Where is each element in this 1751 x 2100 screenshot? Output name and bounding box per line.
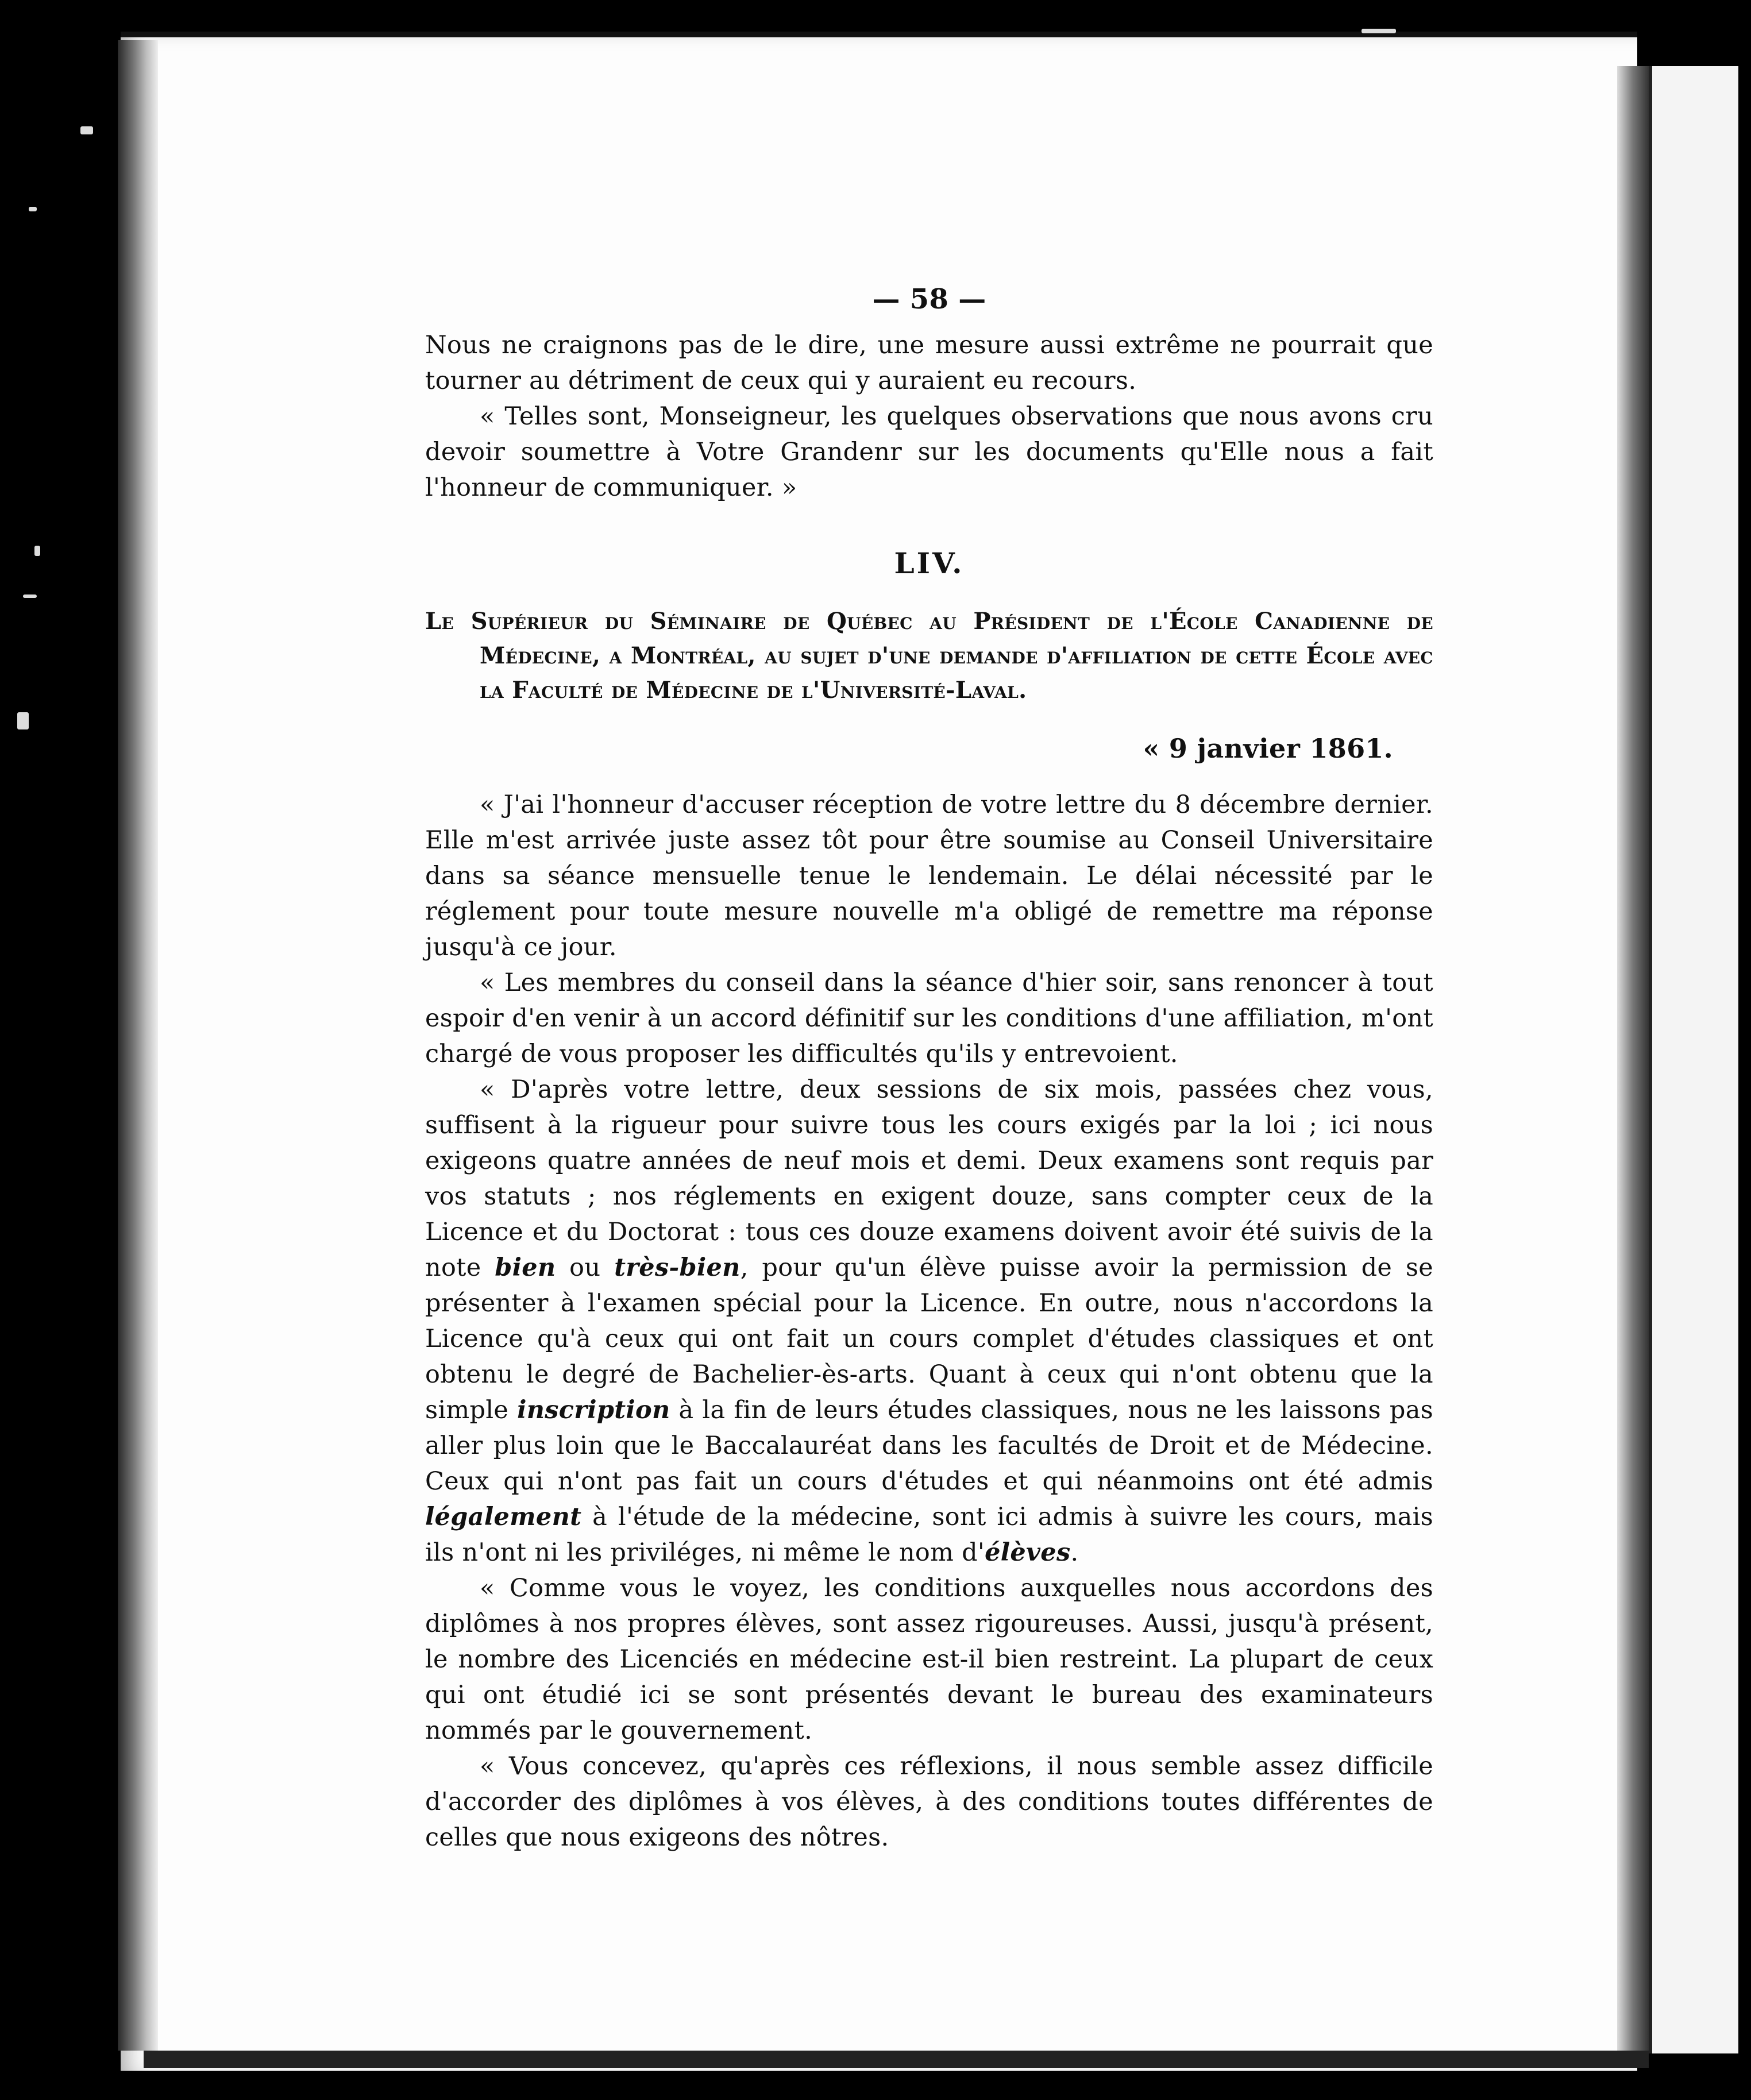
text-run: « D'après votre lettre, deux sessions de six mois, passées chez vous, suffisent à la rigueur pour suivre tous les cours exigés par la loi ; ici nous exigeons quatre années de neuf mois et demi. Deux examens sont requis par vos statuts ; nos réglements en exigent douze, sans compter ceux de la Licence et du Doctorat : tous ces douze examens doivent avoir été suivis de la note <box>425 1075 1433 1282</box>
italic-term: inscription <box>517 1396 670 1425</box>
scan-speck <box>29 207 37 211</box>
italic-term: très-bien <box>614 1253 740 1282</box>
italic-term: légalement <box>425 1503 582 1531</box>
italic-term: élèves <box>985 1538 1071 1567</box>
text-run: , pour qu'un élève puisse avoir la permission de se présenter à l'examen spécial pour la Licence. En outre, nous n'accordons la Licence qu'à ceux qui ont fait un cours complet d'études classiques et ont obtenu le degré de Bachelier-ès-arts. Quant à ceux qui n'ont obtenu que la simple <box>425 1253 1434 1425</box>
scan-speck <box>1362 29 1396 33</box>
text-run: à la fin de leurs études classiques, nous ne les laissons pas aller plus loin que le Baccalauréat dans les facultés de Droit et de Médecine. Ceux qui n'ont pas fait un cours d'études et qui néanmoins ont été admis <box>425 1396 1433 1496</box>
scan-speck <box>17 712 29 729</box>
intro-paragraph-2: « Telles sont, Monseigneur, les quelques observations que nous avons cru devoir soumettre à Votre Grandenr sur les documents qu'Elle nous a fait l'honneur de communiquer. » <box>425 402 1433 502</box>
bottom-shadow <box>144 2051 1649 2068</box>
page-gutter-shadow <box>118 40 158 2051</box>
letter-date: « 9 janvier 1861. <box>1143 733 1393 764</box>
text-run: à l'étude de la médecine, sont ici admis à suivre les cours, mais ils n'ont ni les priviléges, ni même le nom d' <box>425 1503 1433 1567</box>
text-run: . <box>1070 1538 1079 1567</box>
section-heading: Le Supérieur du Séminaire de Québec au Président de l'École Canadienne de Médecine, a Montréal, au sujet d'une demande d'affiliation de cette École avec la Faculté de Médecine de l'Université-Laval. <box>425 608 1433 704</box>
letter-paragraph-4: « Comme vous le voyez, les conditions auxquelles nous accordons des diplômes à nos propres élèves, sont assez rigoureuses. Aussi, jusqu'à présent, le nombre des Licenciés en médecine est-il bien restreint. La plupart de ceux qui ont étudié ici se sont présentés devant le bureau des examinateurs nommés par le gouvernement. <box>425 1574 1433 1745</box>
letter-paragraph-1: « J'ai l'honneur d'accuser réception de votre lettre du 8 décembre dernier. Elle m'est arrivée juste assez tôt pour être soumise au Conseil Universitaire dans sa séance mensuelle tenue le lendemain. Le délai nécessité par le réglement pour toute mesure nouvelle m'a obligé de remettre ma réponse jusqu'à ce jour. <box>425 790 1433 962</box>
italic-term: bien <box>495 1253 556 1282</box>
letter-paragraph-5: « Vous concevez, qu'après ces réflexions, il nous semble assez difficile d'accorder des diplômes à vos élèves, à des conditions toutes différentes de celles que nous exigeons des nôtres. <box>425 1752 1433 1852</box>
scan-speck <box>34 546 40 556</box>
page-text <box>425 281 1433 1855</box>
section-numeral: LIV. <box>894 546 965 580</box>
intro-paragraph-1: Nous ne craignons pas de le dire, une mesure aussi extrême ne pourrait que tourner au détriment de ceux qui y auraient eu recours. <box>425 331 1433 395</box>
right-page-edge <box>1617 66 1649 2053</box>
page-number: — 58 — <box>872 283 986 315</box>
facing-page-sliver <box>1649 66 1738 2053</box>
scan-speck <box>80 126 93 134</box>
letter-paragraph-2: « Les membres du conseil dans la séance d'hier soir, sans renoncer à tout espoir d'en venir à un accord définitif sur les conditions d'une affiliation, m'ont chargé de vous proposer les difficultés qu'ils y entrevoient. <box>425 968 1433 1068</box>
scan-speck <box>23 595 37 598</box>
text-run: ou <box>556 1253 615 1282</box>
letter-paragraph-3 <box>425 1072 1433 1570</box>
